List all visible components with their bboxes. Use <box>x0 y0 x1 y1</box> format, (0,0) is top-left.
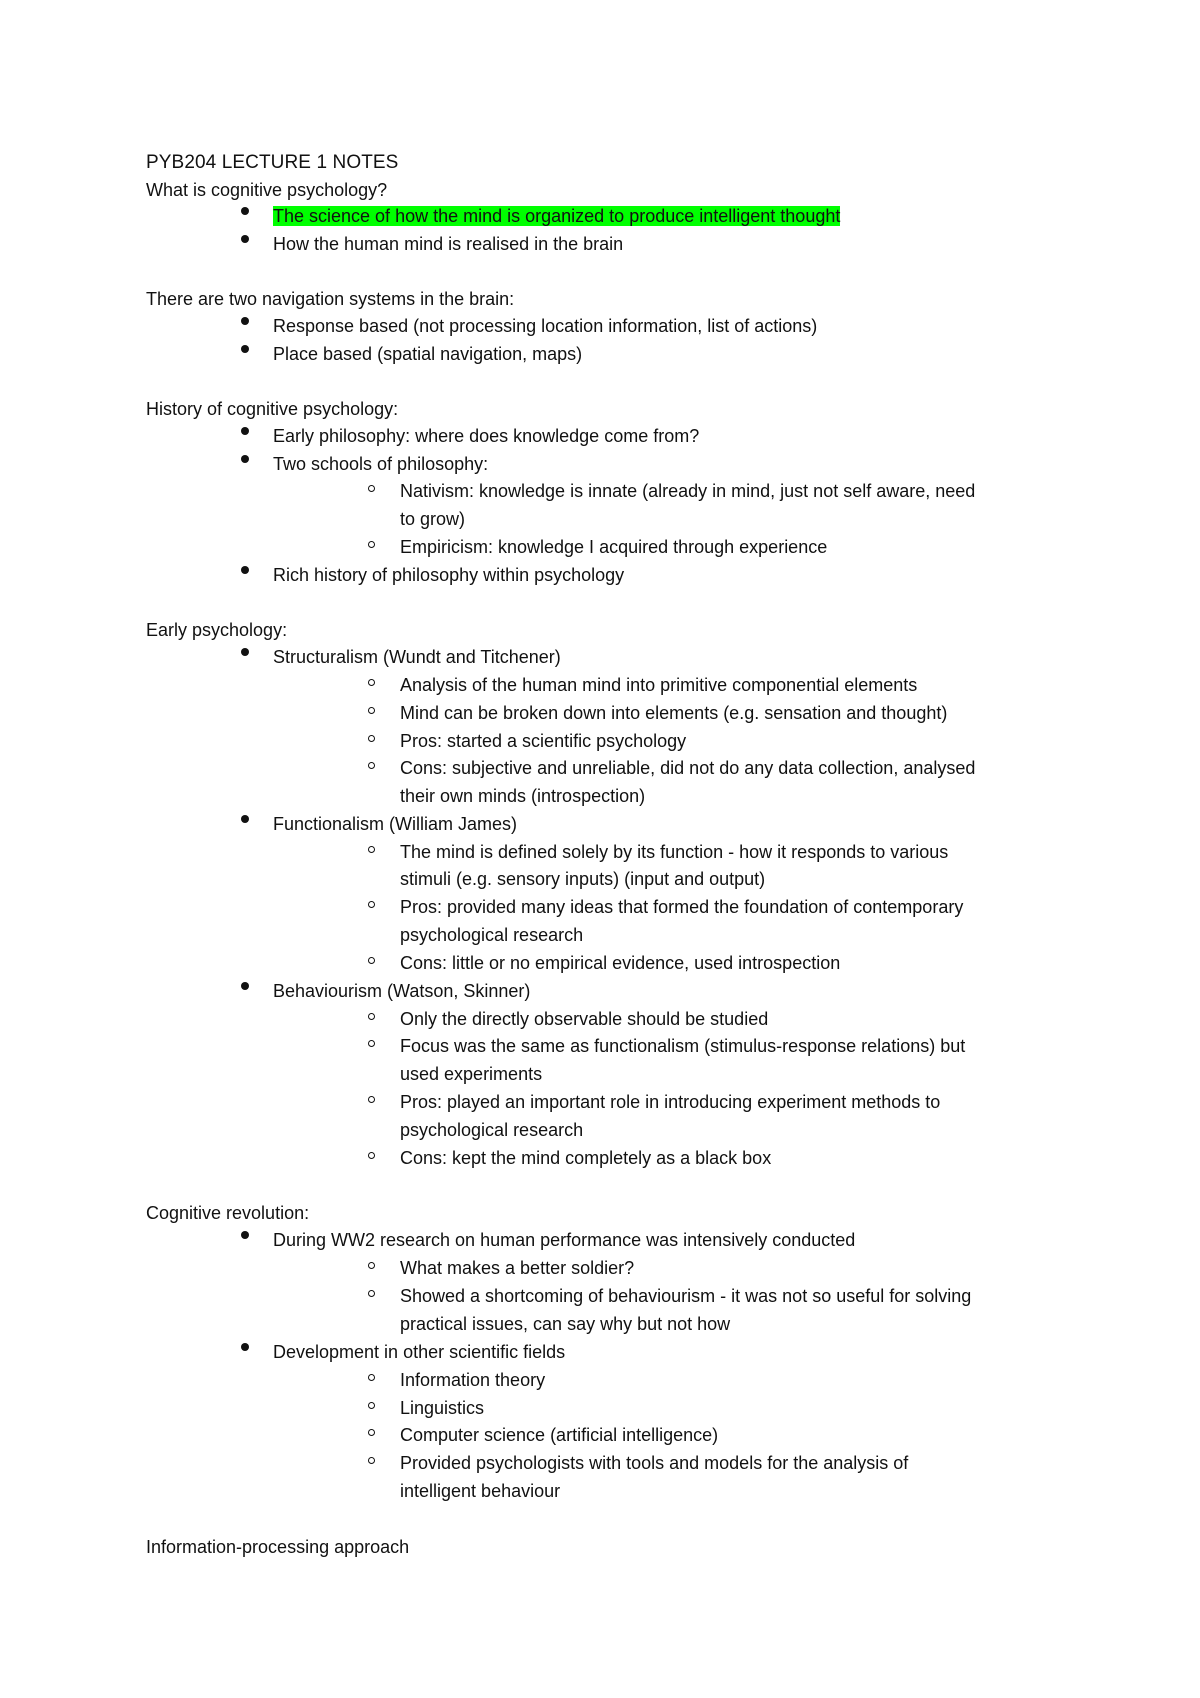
sub-list-item-continuation: intelligent behaviour <box>400 1481 561 1501</box>
bullet-icon <box>241 235 249 243</box>
sub-bullet-icon <box>368 707 375 714</box>
sub-bullet-icon <box>368 1290 375 1297</box>
page-title: PYB204 LECTURE 1 NOTES <box>146 152 399 173</box>
bullet-icon <box>241 648 249 656</box>
sub-bullet-icon <box>368 1096 375 1103</box>
sub-list-item: What makes a better soldier? <box>400 1258 635 1278</box>
section-heading: History of cognitive psychology: <box>146 399 399 419</box>
sub-list-item: Cons: subjective and unreliable, did not do any data collection, analysed <box>400 758 976 778</box>
list-item: How the human mind is realised in the brain <box>273 234 624 254</box>
bullet-icon <box>241 1231 249 1239</box>
list-item: Functionalism (William James) <box>273 814 518 834</box>
sub-bullet-icon <box>368 846 375 853</box>
sub-list-item: Cons: kept the mind completely as a black box <box>400 1148 772 1168</box>
list-item <box>273 203 840 231</box>
sub-bullet-icon <box>368 1457 375 1464</box>
section-heading: Early psychology: <box>146 620 288 640</box>
sub-bullet-icon <box>368 1402 375 1409</box>
list-item: Early philosophy: where does knowledge come from? <box>273 426 700 446</box>
list-item: Development in other scientific fields <box>273 1342 566 1362</box>
sub-list-item-continuation: psychological research <box>400 1120 584 1140</box>
bullet-icon <box>241 1343 249 1351</box>
sub-list-item: Computer science (artificial intelligence) <box>400 1425 719 1445</box>
sub-list-item-continuation: to grow) <box>400 509 466 529</box>
sub-bullet-icon <box>368 901 375 908</box>
sub-list-item: Only the directly observable should be studied <box>400 1009 769 1029</box>
list-item: Structuralism (Wundt and Titchener) <box>273 647 561 667</box>
sub-list-item-continuation: stimuli (e.g. sensory inputs) (input and output) <box>400 869 766 889</box>
bullet-icon <box>241 317 249 325</box>
sub-list-item: Pros: started a scientific psychology <box>400 731 687 751</box>
sub-list-item: Analysis of the human mind into primitive componential elements <box>400 675 918 695</box>
sub-list-item: Linguistics <box>400 1398 485 1418</box>
sub-bullet-icon <box>368 1374 375 1381</box>
sub-list-item: Pros: provided many ideas that formed the foundation of contemporary <box>400 897 964 917</box>
sub-list-item: Cons: little or no empirical evidence, used introspection <box>400 953 841 973</box>
sub-list-item: Mind can be broken down into elements (e.g. sensation and thought) <box>400 703 948 723</box>
sub-bullet-icon <box>368 957 375 964</box>
sub-bullet-icon <box>368 485 375 492</box>
sub-bullet-icon <box>368 1013 375 1020</box>
sub-list-item: Nativism: knowledge is innate (already in mind, just not self aware, need <box>400 481 976 501</box>
bullet-icon <box>241 455 249 463</box>
sub-bullet-icon <box>368 679 375 686</box>
sub-list-item: Information theory <box>400 1370 546 1390</box>
bullet-icon <box>241 427 249 435</box>
sub-list-item-continuation: psychological research <box>400 925 584 945</box>
sub-bullet-icon <box>368 735 375 742</box>
section-heading: What is cognitive psychology? <box>146 180 388 200</box>
sub-bullet-icon <box>368 541 375 548</box>
sub-bullet-icon <box>368 1262 375 1269</box>
list-item: Place based (spatial navigation, maps) <box>273 344 583 364</box>
section-heading: Cognitive revolution: <box>146 1203 310 1223</box>
sub-list-item: Provided psychologists with tools and models for the analysis of <box>400 1453 909 1473</box>
bullet-icon <box>241 345 249 353</box>
list-item: During WW2 research on human performance was intensively conducted <box>273 1230 856 1250</box>
sub-list-item: Empiricism: knowledge I acquired through experience <box>400 537 828 557</box>
sub-list-item: The mind is defined solely by its function - how it responds to various <box>400 842 949 862</box>
sub-list-item-continuation: their own minds (introspection) <box>400 786 646 806</box>
sub-list-item-continuation: used experiments <box>400 1064 543 1084</box>
list-item: Two schools of philosophy: <box>273 454 489 474</box>
sub-bullet-icon <box>368 1040 375 1047</box>
bullet-icon <box>241 982 249 990</box>
bullet-icon <box>241 207 249 215</box>
sub-list-item-continuation: practical issues, can say why but not how <box>400 1314 731 1334</box>
sub-list-item: Focus was the same as functionalism (stimulus-response relations) but <box>400 1036 966 1056</box>
bullet-icon <box>241 815 249 823</box>
list-item: Behaviourism (Watson, Skinner) <box>273 981 531 1001</box>
section-heading: There are two navigation systems in the brain: <box>146 289 515 309</box>
sub-bullet-icon <box>368 1429 375 1436</box>
sub-bullet-icon <box>368 762 375 769</box>
section-heading: Information-processing approach <box>146 1537 410 1557</box>
sub-bullet-icon <box>368 1152 375 1159</box>
sub-list-item: Showed a shortcoming of behaviourism - it was not so useful for solving <box>400 1286 972 1306</box>
bullet-icon <box>241 566 249 574</box>
list-item: Response based (not processing location information, list of actions) <box>273 316 818 336</box>
sub-list-item: Pros: played an important role in introducing experiment methods to <box>400 1092 941 1112</box>
highlighted-text: The science of how the mind is organized to produce intelligent thought <box>273 206 841 226</box>
list-item: Rich history of philosophy within psychology <box>273 565 625 585</box>
